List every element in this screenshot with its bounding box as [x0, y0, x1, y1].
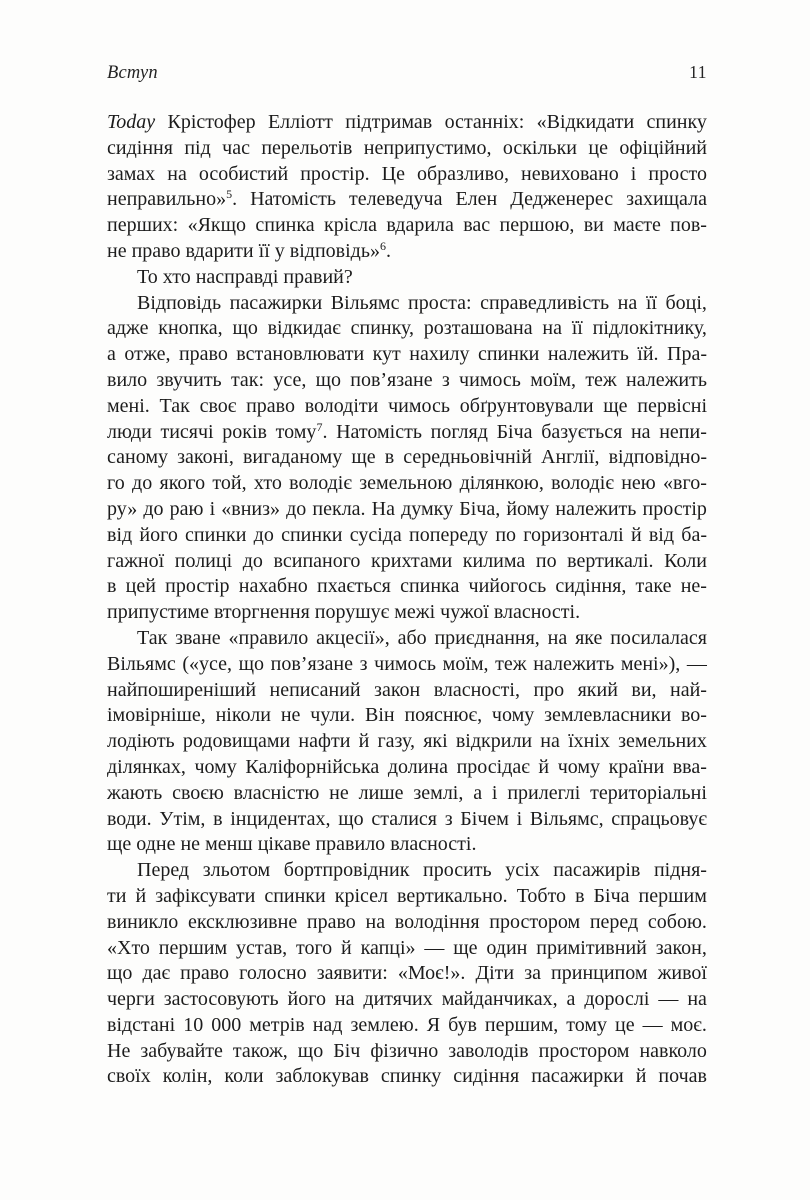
text-line: сидіння під час перельотів неприпустимо, оскільки це офіційний: [107, 136, 707, 159]
text-line: мені. Так своє право володіти чимось обґрунтовували ще первісні: [107, 394, 707, 417]
text-line: найпоширеніший неписаний закон власності, про який ви, най-: [107, 678, 707, 701]
text-line: Today Крістофер Елліотт підтримав останніх: «Відкидати спинку: [107, 111, 707, 133]
text-line: Не забувайте також, що Біч фізично заволодів простором навколо: [107, 1039, 707, 1062]
page-number: 11: [689, 62, 707, 82]
text-line: а отже, право встановлювати кут нахилу спинки належить їй. Пра-: [107, 343, 707, 366]
paragraph: [107, 626, 707, 858]
text-line: То хто насправді правий?: [137, 265, 353, 288]
text-line: ру» до раю і «вниз» до пекла. На думку Біча, йому належить простір: [107, 497, 707, 520]
text-line: ділянках, чому Каліфорнійська долина просідає й чому країни вва-: [107, 755, 707, 778]
text-line: своїх колін, коли заблокував спинку сидіння пасажирки й почав: [107, 1065, 707, 1088]
text-line: замах на особистий простір. Це образливо, невиховано і просто: [107, 162, 707, 185]
text-line: неправильно»$^5$. Натомість телеведуча Елен Дедженерес захищала: [107, 187, 707, 211]
text-line: лодіють родовищами нафти й газу, які відкрили на їхніх земельних: [107, 730, 707, 753]
text-line: імовірніше, ніколи не чули. Він пояснює, чому землевласники во-: [107, 704, 707, 727]
text-line: ще одне не менш цікаве правило власності.: [107, 833, 477, 856]
text-line: адже кнопка, що відкидає спинку, розташована на її підлокітнику,: [107, 317, 707, 340]
paragraph: [107, 291, 707, 626]
text-line: вило звучить так: усе, що пов’язане з чимось моїм, теж належить: [107, 368, 707, 391]
text-line: перших: «Якщо спинка крісла вдарила вас першою, ви маєте пов-: [107, 214, 707, 237]
paragraph: [107, 858, 707, 1090]
text-line: в цей простір нахабно пхається спинка чийогось сидіння, таке не-: [107, 575, 707, 598]
text-line: припустиме вторгнення порушує межі чужої власності.: [107, 601, 581, 624]
text-line: Так зване «правило акцесії», або приєднання, на яке посилалася: [137, 626, 707, 649]
text-line: черги застосовують його на дитячих майданчиках, а дорослі — на: [107, 988, 707, 1011]
text-line: жають своєю власністю не лише землі, а і прилеглі територіальні: [107, 781, 707, 804]
text-line: води. Утім, в інцидентах, що сталися з Бічем і Вільямс, спрацьовує: [107, 807, 707, 830]
paragraph: [107, 110, 707, 265]
paragraph: [107, 265, 707, 291]
text-line: ти й зафіксувати спинки крісел вертикально. Тобто в Біча першим: [107, 884, 707, 907]
text-line: не право вдарити її у відповідь»$^6$.: [107, 238, 391, 262]
running-title: Вступ: [107, 63, 158, 83]
text-line: «Хто першим устав, того й капці» — ще один примітивний закон,: [107, 936, 707, 959]
text-line: Перед зльотом бортпровідник просить усіх пасажирів підня-: [137, 859, 707, 882]
page-header: [107, 62, 707, 84]
text-line: гажної полиці до всипаного крихтами килима по вертикалі. Коли: [107, 549, 707, 572]
text-line: саному законі, вигаданому ще в середньовічній Англії, відповідно-: [107, 446, 707, 469]
text-line: го до якого той, хто володіє земельною ділянкою, володіє нею «вго-: [107, 472, 707, 495]
text-line: люди тисячі років тому$^7$. Натомість погляд Біча базується на непи-: [107, 419, 707, 443]
text-line: Вільямс («усе, що пов’язане з чимось моїм, теж належить мені»), —: [107, 652, 707, 675]
text-line: що дає право голосно заявити: «Моє!». Діти за принципом живої: [107, 962, 707, 985]
text-line: Відповідь пасажирки Вільямс проста: справедливість на її боці,: [137, 291, 707, 314]
text-line: від його спинки до спинки сусіда попереду по горизонталі й від ба-: [107, 523, 707, 546]
text-line: виникло ексклюзивне право на володіння простором перед собою.: [107, 910, 707, 933]
body-text: [107, 110, 707, 1090]
text-line: відстані 10 000 метрів над землею. Я був першим, тому це — моє.: [107, 1013, 707, 1036]
